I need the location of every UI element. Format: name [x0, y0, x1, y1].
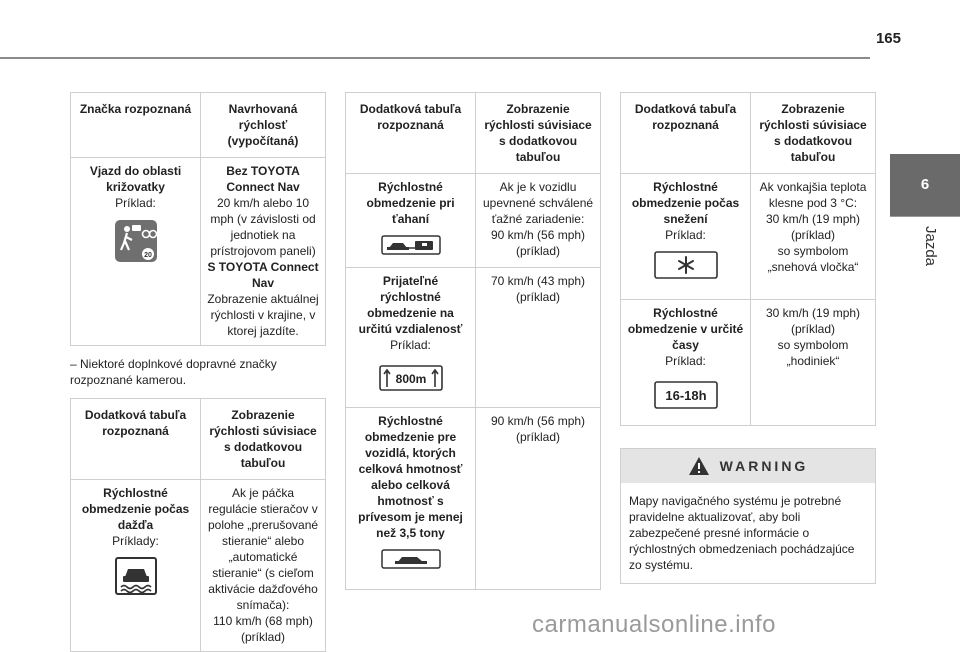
table-header: Dodatková tabuľa rozpoznaná [71, 399, 201, 480]
warning-title: WARNING [719, 458, 809, 474]
row-label: Rýchlostné obmedzenie pre vozidlá, ktorých celková hmotnosť alebo celková hmotnosť s prívesom je menej než 3,5 tony [358, 414, 463, 540]
column-1 [70, 92, 326, 652]
recognized-signs-table [70, 92, 326, 346]
cell-line: Bez TOYOTA Connect Nav [226, 164, 300, 194]
time-plate-icon [654, 381, 718, 409]
table-header: Dodatková tabuľa rozpoznaná [346, 93, 476, 174]
row-label: Rýchlostné obmedzenie počas dažďa [81, 486, 190, 532]
table-cell [71, 158, 201, 346]
warning-box [620, 448, 876, 584]
table-cell: Ak vonkajšia teplota klesne pod 3 °C: 30 km/h (19 mph) (príklad) so symbolom „snehová vločka“ [751, 174, 876, 300]
cell-line: 20 km/h alebo 10 mph (v závislosti od jednotiek na prístrojovom paneli) [210, 196, 316, 258]
row-label: Vjazd do oblasti križovatky [89, 164, 182, 194]
car-plate-icon [381, 549, 441, 569]
table-cell: 90 km/h (56 mph) (príklad) [476, 408, 601, 590]
table-cell [346, 408, 476, 590]
table-header: Zobrazenie rýchlosti súvisiace s dodatkovou tabuľou [476, 93, 601, 174]
time-value: 16-18h [664, 388, 707, 403]
row-sub: Príklad: [115, 196, 156, 210]
supplementary-plates-table [345, 92, 601, 590]
row-sub: Príklad: [665, 354, 706, 368]
column-2 [345, 92, 601, 590]
page-number: 165 [875, 30, 901, 47]
table-cell: Ak je k vozidlu upevnené schválené ťažné zariadenie: 90 km/h (56 mph) (príklad) [476, 174, 601, 268]
row-label: Rýchlostné obmedzenie pri ťahaní [366, 180, 455, 226]
table-cell [346, 174, 476, 268]
snowflake-icon [654, 251, 718, 279]
table-cell [621, 174, 751, 300]
row-label: Prijateľné rýchlostné obmedzenie na určitú vzdialenosť [358, 274, 463, 336]
distance-value: 800m [395, 372, 426, 386]
rain-limit-table [70, 398, 326, 652]
note-text: – Niektoré doplnkové dopravné značky rozpoznané kamerou. [70, 357, 277, 387]
table-header: Navrhovaná rýchlosť (vypočítaná) [201, 93, 326, 158]
warning-text: Mapy navigačného systému je potrebné pravidelne aktualizovať, aby boli zabezpečené presné informácie o rýchlostných obmedzeniach pochádzajúce zo systému. [629, 494, 855, 572]
table-cell [621, 300, 751, 426]
row-sub: Príklady: [112, 534, 159, 548]
table-cell: Ak je páčka regulácie stieračov v polohe „prerušované stieranie“ alebo „automatické stieranie“ (s cieľom aktivácie dažďového snímača): 110 km/h (68 mph) (príklad) [201, 480, 326, 652]
row-sub: Príklad: [665, 228, 706, 242]
warning-header [621, 449, 875, 483]
chapter-title: Jazda [922, 226, 939, 267]
table-header: Zobrazenie rýchlosti súvisiace s dodatkovou tabuľou [201, 399, 326, 480]
table-cell: 70 km/h (43 mph) (príklad) [476, 268, 601, 408]
distance-plate-icon [379, 365, 443, 391]
watermark: carmanualsonline.info [532, 611, 776, 638]
chapter-rule [890, 216, 960, 217]
cell-line: Zobrazenie aktuálnej rýchlosti v krajine, v ktorej jazdíte. [207, 292, 319, 338]
speed-badge: 20 [143, 252, 152, 259]
row-sub: Príklad: [390, 338, 431, 352]
table-header: Zobrazenie rýchlosti súvisiace s dodatkovou tabuľou [751, 93, 876, 174]
chapter-tab[interactable]: 6 [890, 154, 960, 216]
column-3 [620, 92, 876, 584]
towing-icon [381, 235, 441, 255]
table-header: Dodatková tabuľa rozpoznaná [621, 93, 751, 174]
rain-road-icon [115, 557, 157, 595]
header-rule [0, 57, 870, 59]
table-cell: 30 km/h (19 mph) (príklad) so symbolom „hodiniek“ [751, 300, 876, 426]
table-cell [71, 480, 201, 652]
cell-line: S TOYOTA Connect Nav [207, 260, 319, 290]
row-label: Rýchlostné obmedzenie v určité časy [627, 306, 744, 352]
warning-triangle-icon [688, 456, 710, 476]
table-cell [201, 158, 326, 346]
row-label: Rýchlostné obmedzenie počas snežení [631, 180, 740, 226]
table-cell [346, 268, 476, 408]
supplementary-plates-table-2 [620, 92, 876, 426]
intersection-zone-icon [114, 219, 158, 263]
table-header: Značka rozpoznaná [71, 93, 201, 158]
